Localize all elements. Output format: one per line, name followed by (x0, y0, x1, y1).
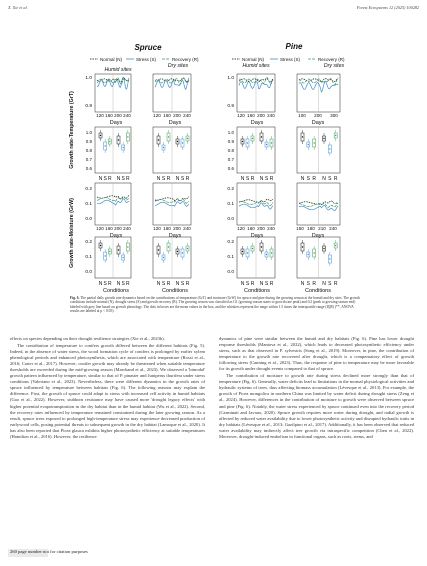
condition-tick: R (269, 281, 274, 287)
box-mean-dot (109, 141, 110, 142)
condition-tick: S (121, 176, 125, 182)
day-tick: 240 (183, 113, 191, 118)
y-tick-box-5-pine: 0.6 (227, 166, 234, 171)
condition-tick: R (126, 281, 130, 287)
running-header-authors: X. Xie et al. (8, 5, 28, 10)
box-mean-dot (242, 141, 243, 142)
condition-tick: S (103, 176, 107, 182)
condition-tick: R (333, 281, 338, 287)
condition-tick: R (269, 176, 274, 182)
box-mean-dot (168, 136, 169, 137)
y-ticks-grw-spruce (85, 186, 92, 222)
x-axis-title-days: Days (311, 120, 325, 126)
y-tick-box-3-pine: 0.8 (227, 148, 234, 153)
site-label-pine-humid: Humid sites (242, 63, 270, 69)
condition-tick: S (264, 176, 269, 182)
day-tick: 200 (257, 113, 265, 118)
y-tick-box-2: 0.9 (85, 139, 92, 144)
day-tick: 200 (257, 226, 265, 231)
x-axis-title-days: Days (250, 120, 264, 126)
figure-caption (70, 296, 360, 314)
day-tick: 240 (183, 226, 191, 231)
body-column-left (10, 336, 205, 440)
x-axis-title-days: Days (109, 120, 123, 126)
box-mean-dot (187, 138, 188, 139)
condition-tick: N (175, 281, 180, 287)
condition-tick: S (121, 281, 125, 287)
condition-tick: N (98, 281, 103, 287)
box-mean-dot (247, 142, 248, 143)
day-tick: 200 (114, 226, 122, 231)
box-mean-dot (163, 147, 164, 148)
y-axis-title-grt: Growth rate-Temperature (GrT) (69, 91, 75, 169)
box-mean-dot (323, 138, 324, 139)
box-mean-dot (118, 249, 119, 250)
day-ticks-row3 (96, 226, 337, 231)
box-mean-dot (187, 248, 188, 249)
condition-tick: N (322, 281, 326, 287)
y-tick-grw-box-3-pine: 0.0 (227, 270, 234, 275)
condition-tick: R (250, 176, 255, 182)
day-tick: 120 (237, 113, 245, 118)
y-tick-grw-1: 0.2 (85, 187, 92, 192)
body-paragraph: The contribution of temperature to conifers growth differed between the different habitats (Fig. 5). Indeed, in the absence of water stress, the wood formation cycle of conifers is prolonged by earlier xylem phenological periods and enhanced photosynthesis, which are associated with temperature (Rossi et al., 2016; Carter et al., 2017). However, conifer growth may already be threatened when suitable temperature thresholds are exceeded during the mid-growing season (Marchand et al., 2023). We observed a 'bimodal' growth pattern influenced by temperature, similar to that of P. pinaster and Juniperus thurifera under stress conditions (Valeriano et al., 2023). Nevertheless, there were different dynamics in the growth rates of spruce influenced by temperature between habitats (Fig. 6). The following reasons may explain the difference. First, the growth of spruce could adapt to stress with increased cell activity in humid habitats (Gao et al., 2022). However, stubborn resistance may have caused more 'drought legacy effects' with higher potential evapotranspiration in the dry habitat than in the humid habitat (Wu et al., 2022). Second, the recovery rates influenced by temperature remained constrained during the later growing season. As a result, spruce trees exposed to prolonged high-temperature stress may experience decreased production of earlywood cells, posing potential threats to subsequent growth in the dry habitat (Lamoque et al., 2020). It has also been reported that Picea glauca exhibits higher photosynthetic efficiency at suitable temperatures (Hamilton et al., 2016). However, the resilience (10, 343, 205, 439)
box-mean-dot (158, 139, 159, 140)
box-mean-dot (329, 258, 330, 259)
box-mean-dot (182, 142, 183, 143)
box-mean-dot (329, 148, 330, 149)
box-mean-dot (271, 142, 272, 143)
x-axis-title-days: Days (109, 233, 123, 239)
x-axis-title-days: Days (168, 120, 182, 126)
day-tick: 120 (153, 226, 161, 231)
day-tick: 120 (237, 226, 245, 231)
y-tick-grw-box-1-pine: 0.2 (227, 240, 234, 245)
condition-tick: N (156, 281, 161, 287)
y-ticks-grt-box-spruce (86, 130, 93, 171)
day-ticks-row1 (96, 113, 338, 118)
day-tick: 240 (123, 226, 131, 231)
condition-tick: S (180, 176, 185, 182)
day-tick: 160 (105, 113, 113, 118)
box-mean-dot (109, 251, 110, 252)
condition-tick: R (108, 176, 112, 182)
y-tick-box-2-pine: 0.9 (227, 139, 234, 144)
box-mean-dot (302, 246, 303, 247)
x-axis-title-conditions: Conditions (244, 288, 270, 294)
y-ticks-grw-box-pine (227, 239, 234, 275)
box-mean-dot (163, 257, 164, 258)
box-mean-dot (302, 136, 303, 137)
box-mean-dot (323, 248, 324, 249)
y-ticks-grt-box-pine (228, 130, 235, 171)
condition-tick: R (312, 281, 316, 287)
box-mean-dot (271, 252, 272, 253)
legend-recovery: Recovery (R) (172, 57, 199, 62)
box-mean-dot (335, 245, 336, 246)
box-mean-dot (266, 254, 267, 255)
y-axis-title-grw: Growth rate-Moisture (GrW) (69, 198, 75, 268)
body-paragraph: effects on species depending on their drought resilience strategies (Xie et al., 2023b). (10, 336, 165, 341)
box-mean-dot (313, 252, 314, 253)
body-paragraph: The contribution of moisture to growth rate during stress declined more strongly than that of temperature (Fig. 6). Generally, water deficits lead to limitations in the normal physiological activities and hydraulic systems of trees, thus affecting biomass accumulation (Lévesque et al., 2013). For example, the growth of Picea mongolica in northern China was limited by water deficit during drought stress (Zeng et al., 2024). However, differences in the contribution of moisture to growth were observed between spruce and pine (Fig. 6). Notably, the water stress experienced by spruce continued even into the recovery period (Carminati and Javaux, 2020). Spruce growth requires more water during drought, and radial growth is affected by reduced water availability due to lower photosynthetic activity and disrupted hydraulic traits in dry habitats (Lévesque et al., 2013; Gazilpino et al., 2017). Additionally, it has been observed that reduced water availability may indirectly affect tree growth via intraspecific competition (Chen et al., 2022). Moreover, drought-induced embolism in functional organs, such as roots, stems, and (219, 373, 414, 439)
y-tick-grw-3-pine: 0.0 (227, 217, 234, 222)
box-mean-dot (177, 141, 178, 142)
box-mean-dot (261, 136, 262, 137)
y-tick-box-5: 0.6 (85, 166, 92, 171)
box-mean-dot (177, 251, 178, 252)
figure-caption-text: The partial daily growth rate dynamics based on the contributions of temperature (GrT) and moisture (GrW) for spruce and pine during the growing season at the humid and dry sites. The growth conditions include normal (N), drought stress (S) and growth recovery (R). The growing season was classified as G1 (growing season starts to growth rate peak) and G2 (peak to growing season end) labeled with grey line based on growth phenology. The dots in boxes are the mean values in the box, and the whiskers represent the range within 1.5 times the interquartile range (IQR) (**, ANOVA results are labeled at p < 0.05). (70, 296, 360, 314)
legend-spruce (90, 57, 199, 62)
body-column-right (219, 336, 414, 440)
condition-tick: S (103, 281, 107, 287)
box-mean-dot (242, 251, 243, 252)
day-tick: 120 (96, 226, 104, 231)
legend-normal-pine: Normal (N) (242, 57, 264, 62)
day-tick: 200 (114, 113, 122, 118)
day-tick: 160 (105, 226, 113, 231)
box-mean-dot (247, 252, 248, 253)
condition-tick: S (328, 176, 332, 182)
box-mean-dot (335, 135, 336, 136)
y-ticks-grw-box-spruce (85, 239, 92, 275)
condition-tick: R (312, 176, 316, 182)
condition-tick: R (108, 281, 112, 287)
condition-tick: R (185, 176, 190, 182)
day-tick: 160 (247, 113, 255, 118)
x-axis-title-conditions: Conditions (103, 288, 129, 294)
box-mean-dot (252, 138, 253, 139)
condition-tick: S (328, 281, 332, 287)
running-header-journal: Forest Ecosystems 12 (2025) 100282 (356, 5, 419, 10)
figure-caption-label: Fig. 6. (70, 296, 80, 300)
y-tick-grw-3: 0.0 (85, 217, 92, 222)
y-tick-box-4: 0.7 (85, 157, 92, 162)
box-mean-dot (308, 144, 309, 145)
day-tick: 180 (307, 226, 315, 231)
day-tick: 160 (247, 226, 255, 231)
y-tick-grt-2-pine: 0.9 (227, 104, 234, 109)
condition-tick: S (180, 281, 185, 287)
legend-stress: Stress (S) (136, 57, 157, 62)
y-tick-grw-box-2-pine: 0.1 (227, 255, 234, 260)
x-axis-title-days: Days (311, 233, 325, 239)
box-mean-dot (308, 254, 309, 255)
condition-tick: S (161, 176, 166, 182)
y-tick-grw-box-2: 0.1 (85, 255, 92, 260)
box-mean-dot (122, 257, 123, 258)
box-mean-dot (261, 246, 262, 247)
day-tick: 150 (296, 226, 304, 231)
box-mean-dot (118, 139, 119, 140)
condition-tick: N (175, 176, 180, 182)
condition-tick: N (116, 176, 121, 182)
day-tick: 200 (173, 113, 181, 118)
condition-tick: S (306, 281, 311, 287)
box-mean-dot (168, 246, 169, 247)
x-axis-title-conditions: Conditions (162, 288, 188, 294)
site-label-spruce-humid: Humid sites (104, 67, 132, 73)
condition-tick: R (185, 281, 190, 287)
condition-tick: R (126, 176, 130, 182)
box-mean-dot (127, 246, 128, 247)
day-tick: 240 (329, 226, 337, 231)
y-tick-box-4-pine: 0.7 (227, 157, 234, 162)
y-tick-grw-box-3: 0.0 (85, 270, 92, 275)
condition-tick: N (116, 281, 121, 287)
day-tick: 240 (123, 113, 131, 118)
day-tick: 300 (330, 113, 338, 118)
condition-tick: N (300, 176, 305, 182)
condition-tick: N (322, 176, 326, 182)
box-mean-dot (122, 147, 123, 148)
box-mean-dot (100, 245, 101, 246)
condition-tick: N (240, 176, 245, 182)
condition-tick: R (333, 176, 338, 182)
site-label-spruce-dry: Dry sites (167, 63, 189, 69)
day-tick: 210 (318, 226, 326, 231)
y-tick-grw-2-pine: 0.1 (227, 202, 234, 207)
day-tick: 200 (173, 226, 181, 231)
site-label-pine-dry: Dry sites (323, 63, 345, 69)
box-mean-dot (252, 248, 253, 249)
condition-tick: S (264, 281, 269, 287)
y-tick-grw-1-pine: 0.2 (227, 187, 234, 192)
x-axis-title-days: Days (168, 233, 182, 239)
y-tick-grw-box-1: 0.2 (85, 240, 92, 245)
condition-tick: S (306, 176, 311, 182)
y-tick-box-1: 1.0 (85, 130, 92, 135)
y-tick-grt-1-pine: 1.0 (227, 76, 234, 81)
y-ticks-grw-pine (227, 186, 234, 222)
condition-tick: N (98, 176, 103, 182)
x-axis-title-days: Days (250, 233, 264, 239)
condition-tick: R (166, 176, 171, 182)
box-mean-dot (182, 252, 183, 253)
day-tick: 200 (314, 113, 322, 118)
box-mean-dot (158, 249, 159, 250)
condition-tick: N (240, 281, 245, 287)
y-tick-box-3: 0.8 (85, 148, 92, 153)
box-mean-dot (100, 135, 101, 136)
day-tick: 160 (163, 226, 171, 231)
x-axis-title-conditions: Conditions (305, 288, 331, 294)
day-tick: 240 (267, 113, 275, 118)
condition-tick: N (259, 281, 264, 287)
condition-tick: S (245, 176, 250, 182)
box-mean-dot (104, 145, 105, 146)
box-mean-dot (313, 142, 314, 143)
day-tick: 160 (163, 113, 171, 118)
day-tick: 100 (298, 113, 306, 118)
condition-tick: S (161, 281, 166, 287)
condition-tick: R (166, 281, 171, 287)
body-paragraph: dynamics of pine were similar between the humid and dry habitats (Fig. 6). Pine has lower drought response thresholds (Mantova et al., 2022), which leads to decreased photosynthetic efficiency under stress, such as that observed in P. sylvestris (Song et al., 2019). Moreover, in pine, the contribution of temperature to the growth rate recovered after drought, which is a compensatory effect of growth following stress (Canning et al., 2023). Thus, the response of pine to temperature may be more favorable for its growth under drought events compared to that of spruce. (219, 336, 414, 372)
condition-ticks-row4 (99, 281, 338, 287)
legend-stress-pine: Stress (S) (280, 57, 301, 62)
day-tick: 240 (267, 226, 275, 231)
panel-title-pine: Pine (285, 42, 303, 51)
y-tick-grw-2: 0.1 (85, 202, 92, 207)
legend-recovery-pine: Recovery (R) (318, 57, 345, 62)
y-tick-grt-2: 0.9 (85, 104, 92, 109)
condition-tick: S (245, 281, 250, 287)
y-tick-grt-1: 1.0 (85, 76, 92, 81)
condition-tick: N (156, 176, 161, 182)
condition-ticks-row2 (99, 176, 338, 182)
condition-tick: N (259, 176, 264, 182)
y-tick-box-1-pine: 1.0 (227, 130, 234, 135)
day-tick: 120 (96, 113, 104, 118)
condition-tick: N (300, 281, 305, 287)
panel-title-spruce: Spruce (134, 43, 162, 52)
box-mean-dot (104, 255, 105, 256)
box-mean-dot (266, 144, 267, 145)
box-mean-dot (127, 136, 128, 137)
page-footer: 260 page number not for citation purposes (10, 549, 88, 554)
legend-pine (232, 57, 345, 62)
condition-tick: R (250, 281, 255, 287)
legend-normal: Normal (N) (100, 57, 122, 62)
day-tick: 120 (153, 113, 161, 118)
